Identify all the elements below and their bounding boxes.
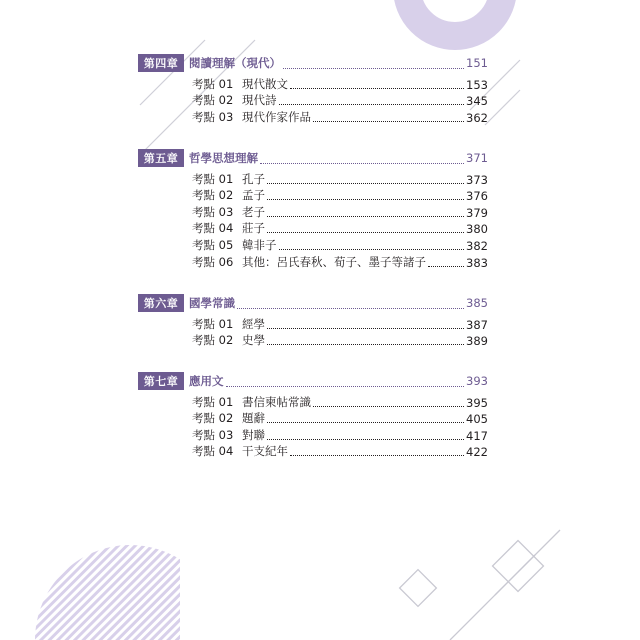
dot-leader [267, 183, 464, 184]
toc-entry[interactable] [192, 393, 488, 410]
entry-page-number: 376 [466, 189, 488, 204]
entry-page-number: 362 [466, 110, 488, 125]
dot-leader [226, 375, 465, 387]
entry-page-number: 387 [466, 317, 488, 332]
chapter-badge: 第五章 [138, 149, 184, 167]
entry-title: 史學 [242, 333, 265, 348]
chapter-4 [138, 54, 488, 125]
chapter-page-number: 371 [466, 151, 488, 165]
toc-entry[interactable] [192, 170, 488, 187]
chapter-6 [138, 294, 488, 348]
toc-entry[interactable] [192, 315, 488, 332]
entry-key: 考點 02 [192, 333, 234, 348]
dot-leader [279, 249, 465, 250]
chapter-badge: 第七章 [138, 372, 184, 390]
entry-title: 其他：呂氏春秋、荀子、墨子等諸子 [242, 254, 426, 269]
entry-title: 現代作家作品 [242, 109, 311, 124]
entry-key: 考點 02 [192, 93, 234, 108]
entry-title: 現代散文 [242, 76, 288, 91]
entry-key: 考點 03 [192, 204, 234, 219]
toc-entry[interactable] [192, 236, 488, 253]
entry-title: 老子 [242, 204, 265, 219]
chapter-title: 國學常識 [189, 296, 235, 310]
entry-title: 現代詩 [242, 93, 277, 108]
chapter-title: 哲學思想理解 [189, 151, 258, 165]
entry-key: 考點 02 [192, 188, 234, 203]
chapter-page-number: 393 [466, 374, 488, 388]
entry-title: 莊子 [242, 221, 265, 236]
chapter-title: 應用文 [189, 374, 224, 388]
dot-leader [290, 455, 464, 456]
entry-page-number: 379 [466, 205, 488, 220]
chapter-badge: 第四章 [138, 54, 184, 72]
toc-entry[interactable] [192, 410, 488, 427]
entry-key: 考點 05 [192, 237, 234, 252]
chapter-header[interactable] [138, 149, 488, 167]
chapter-badge: 第六章 [138, 294, 184, 312]
chapter-7 [138, 372, 488, 459]
entry-page-number: 395 [466, 395, 488, 410]
dot-leader [283, 57, 464, 69]
entry-title: 干支紀年 [242, 444, 288, 459]
entry-page-number: 422 [466, 445, 488, 460]
dot-leader [313, 406, 464, 407]
dot-leader [290, 88, 464, 89]
dot-leader [260, 152, 464, 164]
toc-entry[interactable] [192, 92, 488, 109]
chapter-5 [138, 149, 488, 270]
entry-key: 考點 02 [192, 411, 234, 426]
dot-leader [237, 297, 464, 309]
toc-entry[interactable] [192, 220, 488, 237]
dot-leader [267, 232, 464, 233]
entry-key: 考點 03 [192, 109, 234, 124]
entry-title: 孔子 [242, 171, 265, 186]
entry-key: 考點 01 [192, 394, 234, 409]
chapter-header[interactable] [138, 294, 488, 312]
entry-key: 考點 04 [192, 444, 234, 459]
decorative-striped-circle [35, 545, 225, 640]
chapter-title: 閱讀理解（現代） [189, 56, 281, 70]
chapter-page-number: 385 [466, 296, 488, 310]
entry-key: 考點 04 [192, 221, 234, 236]
chapter-header[interactable] [138, 372, 488, 390]
entry-key: 考點 01 [192, 316, 234, 331]
entry-title: 經學 [242, 316, 265, 331]
dot-leader [267, 199, 464, 200]
toc-entry[interactable] [192, 443, 488, 460]
entry-key: 考點 06 [192, 254, 234, 269]
toc-entry[interactable] [192, 332, 488, 349]
dot-leader [267, 344, 464, 345]
entry-page-number: 382 [466, 238, 488, 253]
entry-key: 考點 01 [192, 171, 234, 186]
dot-leader [267, 216, 464, 217]
entry-page-number: 345 [466, 94, 488, 109]
entry-title: 題辭 [242, 411, 265, 426]
toc-entry[interactable] [192, 75, 488, 92]
dot-leader [267, 439, 464, 440]
decorative-ring [407, 0, 503, 36]
entry-page-number: 380 [466, 222, 488, 237]
chapter-page-number: 151 [466, 56, 488, 70]
entry-key: 考點 01 [192, 76, 234, 91]
entry-key: 考點 03 [192, 427, 234, 442]
entry-page-number: 405 [466, 412, 488, 427]
entry-page-number: 389 [466, 334, 488, 349]
entry-title: 孟子 [242, 188, 265, 203]
entry-page-number: 383 [466, 255, 488, 270]
toc-entry[interactable] [192, 108, 488, 125]
toc-entry[interactable] [192, 253, 488, 270]
dot-leader [428, 266, 464, 267]
entry-page-number: 153 [466, 77, 488, 92]
toc-entry[interactable] [192, 187, 488, 204]
toc-entry[interactable] [192, 426, 488, 443]
toc-entry[interactable] [192, 203, 488, 220]
dot-leader [313, 121, 464, 122]
entry-page-number: 417 [466, 428, 488, 443]
dot-leader [267, 422, 464, 423]
entry-title: 韓非子 [242, 237, 277, 252]
chapter-header[interactable] [138, 54, 488, 72]
entry-title: 書信柬帖常識 [242, 394, 311, 409]
entry-page-number: 373 [466, 172, 488, 187]
dot-leader [267, 328, 464, 329]
dot-leader [279, 104, 465, 105]
decorative-diamonds [400, 530, 560, 640]
entry-title: 對聯 [242, 427, 265, 442]
